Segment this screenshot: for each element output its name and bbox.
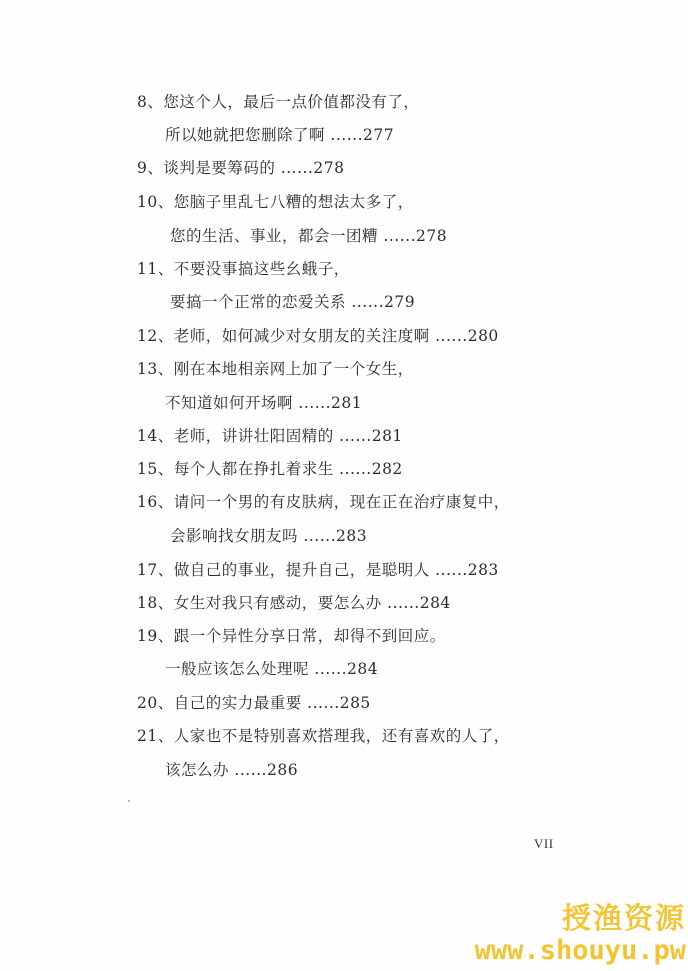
toc-entry-18: 18、女生对我只有感动，要怎么办 ......284 (137, 594, 451, 612)
toc-entry-10-line-1: 10、您脑子里乱七八糟的想法太多了， (137, 193, 414, 211)
toc-entry-20: 20、自己的实力最重要 ......285 (137, 694, 371, 712)
scan-speck (128, 800, 130, 802)
toc-entry-11-line-1: 11、不要没事搞这些幺蛾子， (137, 260, 350, 278)
toc-entry-8-line-1: 8、您这个人，最后一点价值都没有了， (137, 93, 420, 111)
watermark-chinese: 授渔资源 (561, 901, 686, 935)
toc-entry-16-line-2: 会影响找女朋友吗 ......283 (170, 527, 368, 545)
toc-entry-13-line-2: 不知道如何开场啊 ......281 (165, 394, 363, 412)
toc-entry-15: 15、每个人都在挣扎着求生 ......282 (137, 460, 403, 478)
toc-entry-19-line-2: 一般应该怎么处理呢 ......284 (165, 660, 379, 678)
toc-entry-9: 9、谈判是要筹码的 ......278 (137, 159, 345, 177)
toc-entry-19-line-1: 19、跟一个异性分享日常，却得不到回应。 (137, 627, 446, 645)
toc-entry-12: 12、老师，如何减少对女朋友的关注度啊 ......280 (137, 327, 499, 345)
toc-entry-14: 14、老师，讲讲壮阳固精的 ......281 (137, 427, 403, 445)
page-number: VII (534, 836, 554, 851)
toc-entry-10-line-2: 您的生活、事业，都会一团糟 ......278 (170, 227, 448, 245)
toc-entry-13-line-1: 13、刚在本地相亲网上加了一个女生， (137, 360, 414, 378)
toc-entry-16-line-1: 16、请问一个男的有皮肤病，现在正在治疗康复中， (137, 493, 510, 511)
toc-entry-11-line-2: 要搞一个正常的恋爱关系 ......279 (170, 293, 416, 311)
watermark (475, 901, 686, 967)
toc-entry-21-line-2: 该怎么办 ......286 (165, 761, 299, 779)
toc-entry-17: 17、做自己的事业，提升自己，是聪明人 ......283 (137, 561, 499, 579)
toc-entry-21-line-1: 21、人家也不是特别喜欢搭理我，还有喜欢的人了， (137, 727, 510, 745)
watermark-url: www.shouyu.pw (474, 935, 686, 966)
toc-entry-8-line-2: 所以她就把您删除了啊 ......277 (165, 126, 395, 144)
